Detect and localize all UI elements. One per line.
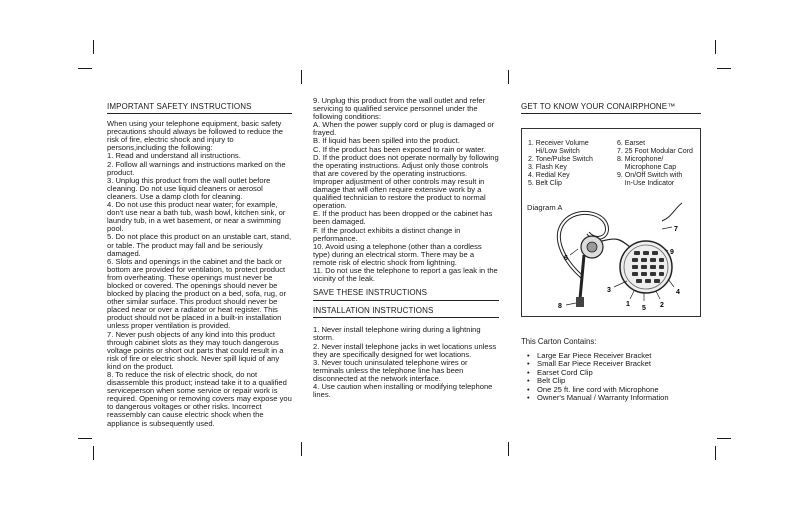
part-item: 5. Belt Clip xyxy=(528,180,562,187)
part-item: 8. Microphone/ xyxy=(617,156,664,163)
crop-mark-top-right-h xyxy=(717,68,731,69)
carton-title: This Carton Contains: xyxy=(521,337,597,346)
crop-mark-bottom-right-h xyxy=(717,438,731,439)
part-item: In-Use Indicator xyxy=(617,180,675,187)
condition-item: E. If the product has been dropped or the cabinet has been damaged. xyxy=(313,209,493,227)
condition-item: 10. Avoid using a telephone (other than a cordless type) during an electrical storm. There may be a remote risk of electric shock from lightning. xyxy=(313,241,482,267)
safety-title-rule xyxy=(107,113,292,114)
part-item: 4. Redial Key xyxy=(528,172,570,179)
carton-item: • One 25 ft. line cord with Microphone xyxy=(527,386,669,394)
safety-item: 8. To reduce the risk of electric shock, do not disassemble this product; instead take it to a qualified serviceperson when some service or repair work is required. Opening or removing covers may expose you to dangerous voltages or other risks. Incorrect reassembly can cause electric shock when the appliance is subsequently used. xyxy=(107,370,292,428)
safety-item: 4. Do not use this product near water; for example, don't use near a bath tub, wash bowl, kitchen sink, or laundry tub, in a wet basement, or near a swimming pool. xyxy=(107,200,286,234)
callout-label: 9 xyxy=(670,249,674,256)
diagram-label: Diagram A xyxy=(527,203,563,212)
safety-intro: When using your telephone equipment, basic safety precautions should always be followed to reduce the risk of fire, electric shock and injury to persons,including the following: xyxy=(107,119,284,153)
callout-label: 3 xyxy=(607,287,611,294)
part-item: Microphone Cap xyxy=(617,164,677,171)
know-column xyxy=(521,103,701,120)
install-item: 3. Never touch uninsulated telephone wires or terminals unless the telephone line has been disconnected at the network interface. xyxy=(313,357,468,383)
install-item: 1. Never install telephone wiring during a lightning storm. xyxy=(313,325,481,343)
safety-column xyxy=(107,103,292,428)
callout-label: 2 xyxy=(660,302,664,309)
part-item: 1. Receiver Volume xyxy=(528,140,589,147)
know-title-rule xyxy=(521,113,701,114)
part-item: 7. 25 Foot Modular Cord xyxy=(617,148,693,155)
crop-mark-top-right-v xyxy=(715,40,716,54)
condition-item: B. If liquid has been spilled into the product. xyxy=(313,136,460,146)
carton-item: • Belt Clip xyxy=(527,377,669,385)
crop-mark-top-left-h xyxy=(78,68,92,69)
microphone-cap xyxy=(576,297,584,307)
carton-item: • Small Ear Piece Receiver Bracket xyxy=(527,360,669,368)
fold-mark-top-1 xyxy=(301,70,302,84)
crop-mark-bottom-right-v xyxy=(715,446,716,460)
carton-item: • Owner's Manual / Warranty Information xyxy=(527,394,669,402)
callout-label: 5 xyxy=(642,305,646,312)
part-item: 9. On/Off Switch with xyxy=(617,172,683,179)
know-title: GET TO KNOW YOUR CONAIRPHONE™ xyxy=(521,102,676,111)
part-item: 6. Earset xyxy=(617,140,646,147)
install-title-rule xyxy=(313,317,499,318)
servicing-column xyxy=(313,97,499,399)
carton-item: • Earset Cord Clip xyxy=(527,369,669,377)
safety-title: IMPORTANT SAFETY INSTRUCTIONS xyxy=(107,102,252,111)
condition-item: D. If the product does not operate normally by following the operating instructions. Adjust only those controls that are covered by the operating instructions. Improper adjustment of other controls may result in damage that will often require extensive work by a qualified technician to restore the product to normal operation. xyxy=(313,152,499,211)
fold-mark-bottom-2 xyxy=(508,442,509,456)
condition-item: F. If the product exhibits a distinct change in performance. xyxy=(313,225,461,243)
callout-label: 1 xyxy=(626,301,630,308)
phone-diagram xyxy=(522,129,700,316)
fold-mark-bottom-1 xyxy=(301,442,302,456)
modular-cord xyxy=(602,239,630,247)
crop-mark-bottom-left-v xyxy=(93,446,94,460)
part-item: 3. Flash Key xyxy=(528,164,567,171)
safety-item: 6. Slots and openings in the cabinet and the back or bottom are provided for ventilation, to protect product from overheating. These openings must never be blocked or covered. The openings should never be blocked by placing the product on a bed, sofa, rug, or other similar surface. This product should never be placed near or over a radiator or heat register. This product should not be placed in a built-in installation unless proper ventilation is provided. xyxy=(107,256,286,331)
condition-item: A. When the power supply cord or plug is damaged or frayed. xyxy=(313,120,495,138)
crop-mark-top-left-v xyxy=(93,40,94,54)
safety-item: 2. Follow all warnings and instructions marked on the product. xyxy=(107,159,286,177)
condition-item: C. If the product has been exposed to rain or water. xyxy=(313,144,486,154)
install-item: 2. Never install telephone jacks in wet locations unless they are specifically designed for wet locations. xyxy=(313,341,497,359)
fold-mark-top-2 xyxy=(508,70,509,84)
servicing-intro: 9. Unplug this product from the wall outlet and refer servicing to qualified service personnel under the following conditions: xyxy=(313,96,486,122)
safety-item: 3. Unplug this product from the wall outlet before cleaning. Do not use liquid cleaners or aerosol cleaners. Use a damp cloth for cleaning. xyxy=(107,175,271,201)
microphone-boom xyxy=(580,255,584,299)
safety-item: 5. Do not place this product on an unstable cart, stand, or table. The product may fall and be seriously damaged. xyxy=(107,232,292,258)
carton-list xyxy=(527,352,669,402)
save-rule xyxy=(313,300,499,301)
callout-label: 4 xyxy=(676,289,680,296)
part-item: Hi/Low Switch xyxy=(528,148,580,155)
crop-mark-bottom-left-h xyxy=(78,438,92,439)
callout-label: 7 xyxy=(674,226,678,233)
callout-label: 8 xyxy=(558,303,562,310)
parts-diagram-box xyxy=(521,128,701,317)
part-item: 2. Tone/Pulse Switch xyxy=(528,156,593,163)
carton-item: • Large Ear Piece Receiver Bracket xyxy=(527,352,669,360)
safety-item: 1. Read and understand all instructions. xyxy=(107,151,241,161)
callout-label: 6 xyxy=(564,255,568,262)
save-instructions: SAVE THESE INSTRUCTIONS xyxy=(313,288,428,298)
condition-item: 11. Do not use the telephone to report a gas leak in the vicinity of the leak. xyxy=(313,265,498,284)
safety-item: 7. Never push objects of any kind into this product through cabinet slots as they may touch dangerous voltage points or short out parts that could result in a risk of fire or electric shock. Never spill liquid of any kind on the product. xyxy=(107,329,284,371)
install-item: 4. Use caution when installing or modifying telephone lines. xyxy=(313,382,493,400)
install-title: INSTALLATION INSTRUCTIONS xyxy=(313,306,434,316)
